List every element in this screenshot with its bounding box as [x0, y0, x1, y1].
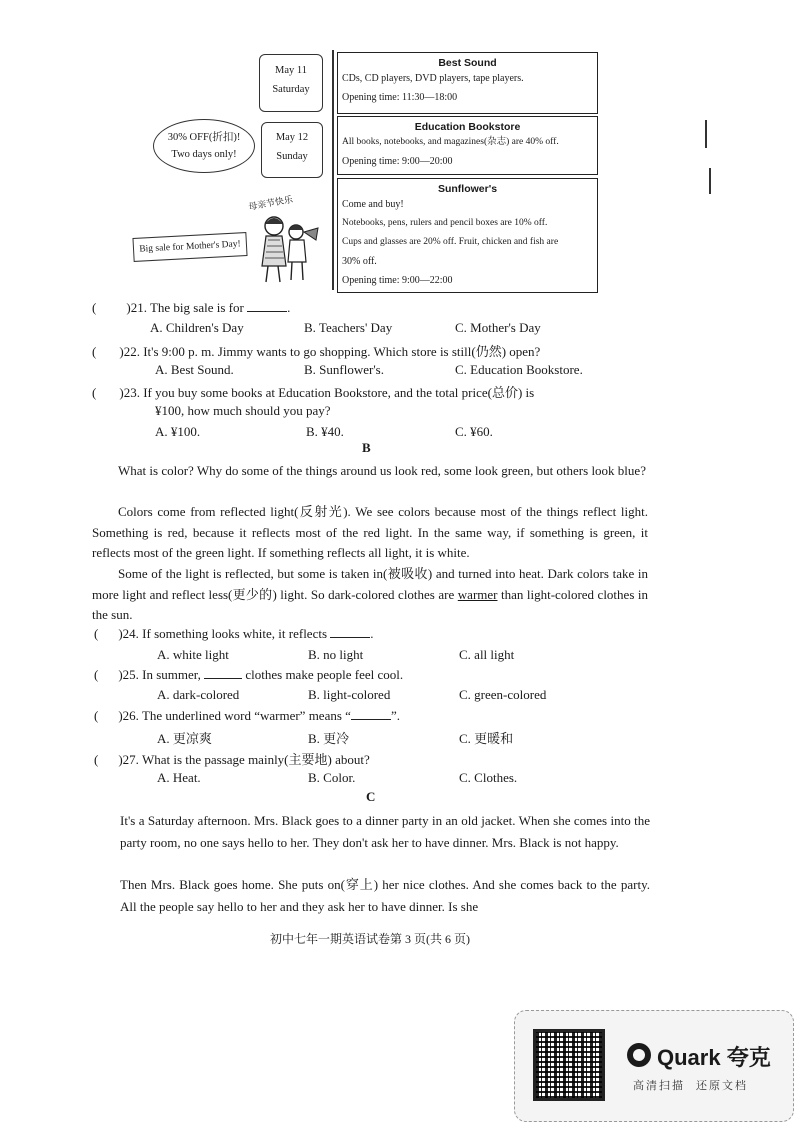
mother-child-drawing [246, 206, 326, 286]
store-line: Cups and glasses are 20% off. Fruit, chicken and fish are [342, 237, 559, 247]
question-25: ( )25. In summer, clothes make people feel cool. [94, 667, 404, 682]
date-box-may-12 [261, 122, 323, 178]
store-line: Come and buy! [342, 199, 404, 210]
question-22 [92, 341, 540, 360]
option-b: B. ¥40. [306, 424, 344, 439]
option-a: A. white light [157, 647, 229, 662]
store-sunflowers [337, 178, 598, 293]
answer-paren: ( [92, 385, 97, 400]
store-line: All books, notebooks, and magazines(杂志) are 40% off. [342, 137, 559, 147]
option-b: B. light-colored [308, 687, 391, 702]
passage-b-paragraph: Colors come from reflected light(反射光). We see colors because most of the things reflect light. Something is red, because it reflects most of the red light. In the same way, if something is green, it reflects most of the green light. If something reflects all light, it is white. [92, 504, 648, 560]
option-b: B. 更冷 [308, 731, 350, 746]
question-stem: )25. In summer, [118, 667, 201, 682]
date-day: May 12 [275, 132, 309, 143]
page-footer: 初中七年一期英语试卷第 3 页(共 6 页) [270, 932, 470, 946]
date-weekday: Saturday [272, 84, 310, 95]
sign-text: Big sale for Mother's Day! [139, 239, 241, 255]
question-23-cont: ¥100, how much should you pay? [155, 403, 331, 418]
question-stem: )24. If something looks white, it reflects [118, 626, 328, 641]
underlined-word: warmer [457, 586, 498, 602]
qr-code [533, 1029, 605, 1101]
option-c: C. green-colored [459, 687, 547, 702]
passage-b-paragraph [92, 564, 648, 626]
store-name: Education Bookstore [414, 121, 521, 133]
option-c: C. Education Bookstore. [455, 362, 583, 377]
store-line: CDs, CD players, DVD players, tape players. [342, 73, 524, 84]
question-stem: )26. The underlined word “warmer” means “ [118, 708, 351, 723]
passage-c-paragraph: Then Mrs. Black goes home. She puts on(穿上) her nice clothes. And she comes back to the party. All the people say hello to her and they ask her to have dinner. Is she [120, 877, 650, 914]
option-c: C. 更暖和 [459, 731, 514, 746]
paragraph-end: than light-colored clothes in the sun. [92, 586, 648, 622]
option-a: A. Heat. [157, 770, 201, 785]
answer-paren-close: ) [119, 385, 124, 400]
option-c: C. all light [459, 647, 515, 662]
question-stem: 23. If you buy some books at Education Bookstore, and the total price(总价) is [123, 385, 535, 400]
quark-tagline: 高清扫描 还原文档 [633, 1079, 748, 1092]
answer-paren-close: ) [126, 300, 131, 315]
answer-blank[interactable] [204, 678, 242, 679]
mothers-day-sign [132, 232, 247, 262]
store-name: Sunflower's [437, 183, 498, 195]
passage-b-paragraph: What is color? Why do some of the things around us look red, some look green, but others look blue? [118, 463, 646, 478]
scan-mark [705, 120, 707, 148]
option-a: A. Children's Day [150, 320, 244, 335]
option-c: C. Mother's Day [455, 320, 541, 335]
option-a: A. ¥100. [155, 424, 201, 439]
date-weekday: Sunday [276, 151, 308, 162]
option-a: A. Best Sound. [155, 362, 234, 377]
answer-blank[interactable] [351, 719, 391, 720]
question-26: ( )26. The underlined word “warmer” means “ ”. [94, 708, 400, 723]
question-24: ( )24. If something looks white, it reflects . [94, 626, 374, 641]
option-b: B. no light [308, 647, 364, 662]
question-stem: 22. It's 9:00 p. m. Jimmy wants to go shopping. Which store is still(仍然) open? [123, 344, 541, 359]
store-hours: Opening time: 9:00—20:00 [342, 156, 453, 167]
option-b: B. Sunflower's. [304, 362, 384, 377]
option-c: C. Clothes. [459, 770, 518, 785]
store-line: Notebooks, pens, rulers and pencil boxes are 10% off. [342, 218, 548, 228]
quark-logo-icon [627, 1043, 651, 1067]
bubble-line-2: Two days only! [171, 149, 237, 160]
store-name: Best Sound [438, 57, 497, 69]
question-27: ( )27. What is the passage mainly(主要地) about? [94, 752, 370, 767]
stem-end: ”. [390, 708, 400, 723]
question-stem-after: clothes make people feel cool. [245, 667, 404, 682]
answer-paren-close: ) [119, 344, 124, 359]
ad-divider [332, 50, 334, 290]
stem-end: . [287, 300, 291, 315]
passage-c-paragraph: It's a Saturday afternoon. Mrs. Black goes to a dinner party in an old jacket. When she comes into the party room, no one says hello to her. They don't ask her to have dinner. Mrs. Black is not happy. [120, 813, 650, 850]
quark-brand: Quark 夸克 [657, 1045, 771, 1070]
question-stem: 21. The big sale is for [130, 300, 244, 315]
section-heading-b: B [362, 440, 371, 455]
date-box-may-11 [259, 54, 323, 112]
store-education-bookstore [337, 116, 598, 175]
quark-watermark [514, 1010, 794, 1122]
stem-end: . [370, 626, 374, 641]
answer-blank[interactable] [330, 637, 370, 638]
date-day: May 11 [275, 65, 307, 76]
scan-mark [709, 168, 711, 194]
answer-paren: ( [92, 300, 97, 315]
question-23 [92, 382, 534, 401]
bubble-line-1: 30% OFF(折扣)! [167, 132, 241, 143]
answer-blank[interactable] [247, 311, 287, 312]
answer-paren: ( [92, 344, 97, 359]
option-b: B. Teachers' Day [304, 320, 393, 335]
store-line: 30% off. [342, 256, 377, 267]
paragraph-text: Some of the light is reflected, but some is taken in(被吸收) and turned into heat. Dark colors take in more light and reflect less(更少的) light. So dark-colored clothes are [92, 566, 648, 602]
store-best-sound [337, 52, 598, 114]
question-21 [92, 300, 290, 316]
drawing-caption: 母亲节快乐 [247, 194, 294, 212]
store-hours: Opening time: 11:30—18:00 [342, 92, 458, 103]
option-a: A. 更凉爽 [157, 731, 212, 746]
discount-bubble [153, 119, 255, 173]
store-hours: Opening time: 9:00—22:00 [342, 275, 453, 286]
question-stem: )27. What is the passage mainly(主要地) about? [118, 752, 370, 767]
option-b: B. Color. [308, 770, 356, 785]
section-heading-c: C [366, 789, 376, 804]
option-c: C. ¥60. [455, 424, 493, 439]
option-a: A. dark-colored [157, 687, 240, 702]
